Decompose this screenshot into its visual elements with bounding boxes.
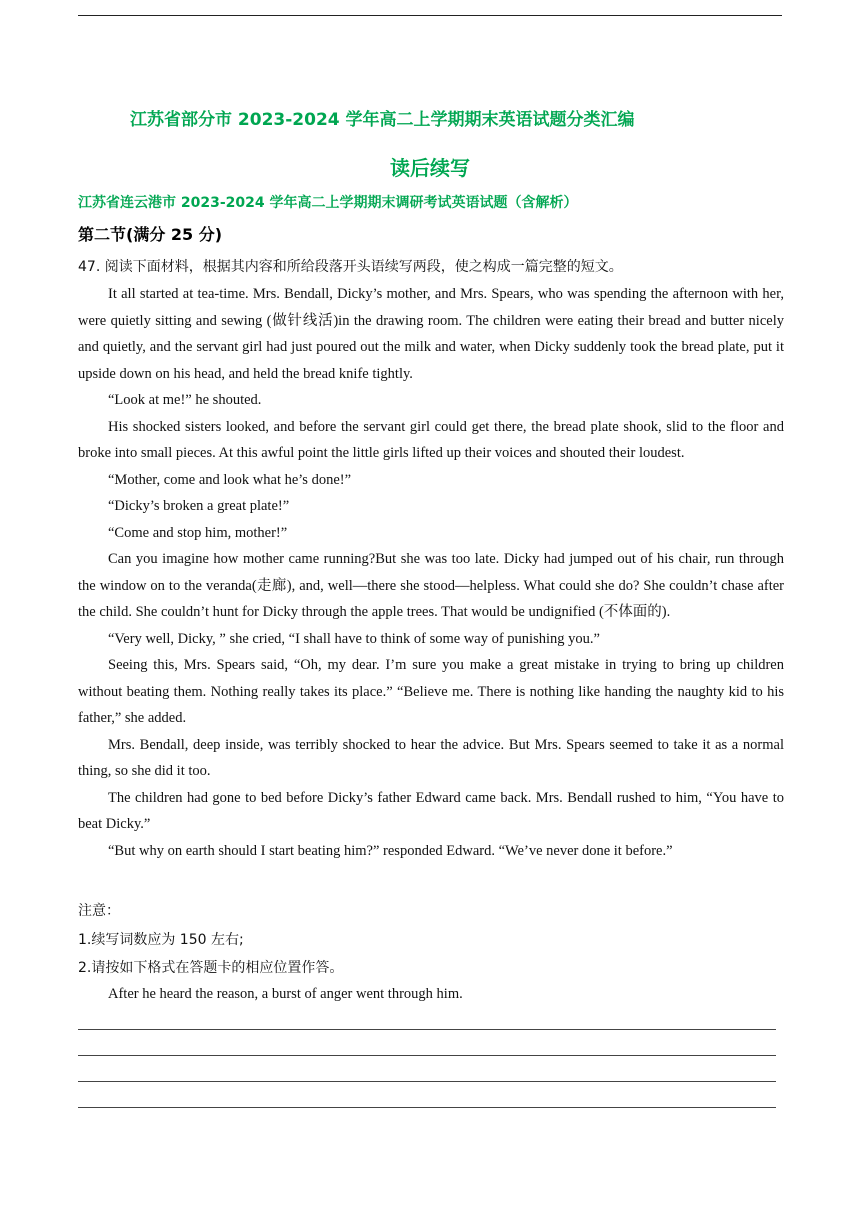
passage-paragraph: The children had gone to bed before Dicky’s father Edward came back. Mrs. Bendall rushed to him, “You have to beat Dicky.” — [78, 789, 784, 832]
continuation-starter: After he heard the reason, a burst of anger went through him. — [108, 986, 463, 1002]
notes-heading: 注意： — [78, 903, 120, 919]
question-instruction: 47. 阅读下面材料，根据其内容和所给段落开头语续写两段，使之构成一篇完整的短文。 — [78, 259, 623, 275]
answer-line — [78, 1107, 776, 1108]
passage-paragraph: “Dicky’s broken a great plate!” — [108, 498, 290, 514]
passage-paragraph: “Very well, Dicky, ” she cried, “I shall have to think of some way of punishing you.” — [108, 630, 600, 647]
passage — [78, 281, 784, 864]
note-item: 1.续写词数应为 150 左右; — [78, 932, 244, 948]
passage-paragraph: “Mother, come and look what he’s done!” — [108, 471, 352, 488]
document-title: 江苏省部分市 2023-2024 学年高二上学期期末英语试题分类汇编 — [130, 110, 635, 130]
passage-paragraph: Can you imagine how mother came running?But she was too late. Dicky had jumped out of his chair, run through the window on to the veranda(走廊), and, well—there she stood—helpless. What could she do? She couldn’t chase after the child. She couldn’t hunt for Dicky through the apple trees. That would be undignified (不体面的). — [78, 551, 784, 620]
passage-paragraph: Seeing this, Mrs. Spears said, “Oh, my dear. I’m sure you make a great mistake in trying to bring up children without beating them. Nothing really takes its place.” “Believe me. There is nothing like handing the naughty kid to his father,” she added. — [78, 657, 784, 726]
document-subtitle: 读后续写 — [390, 156, 470, 180]
answer-line — [78, 1029, 776, 1030]
header-rule — [78, 15, 782, 16]
answer-line — [78, 1081, 776, 1082]
passage-paragraph: His shocked sisters looked, and before the servant girl could get there, the bread plate shook, slid to the floor and broke into small pieces. At this awful point the little girls lifted up their voices and shouted their loudest. — [78, 418, 784, 461]
passage-paragraph: It all started at tea-time. Mrs. Bendall, Dicky’s mother, and Mrs. Spears, who was spending the afternoon with her, were quietly sitting and sewing (做针线活)in the drawing room. The children were eating their bread and butter nicely and quietly, and the servant girl had just poured out the milk and water, when Dicky suddenly took the bread plate, put it upside down on his head, and held the bread knife tightly. — [78, 286, 784, 382]
section-title: 第二节(满分 25 分) — [78, 225, 223, 244]
passage-paragraph: “But why on earth should I start beating him?” responded Edward. “We’ve never done it before.” — [108, 842, 673, 859]
passage-paragraph: “Come and stop him, mother!” — [108, 524, 288, 541]
note-item: 2.请按如下格式在答题卡的相应位置作答。 — [78, 960, 344, 976]
passage-paragraph: “Look at me!” he shouted. — [108, 392, 262, 408]
answer-line — [78, 1055, 776, 1056]
source-heading: 江苏省连云港市 2023-2024 学年高二上学期期末调研考试英语试题（含解析） — [78, 195, 578, 211]
passage-paragraph: Mrs. Bendall, deep inside, was terribly shocked to hear the advice. But Mrs. Spears seemed to take it as a normal thing, so she did it too. — [78, 736, 784, 779]
